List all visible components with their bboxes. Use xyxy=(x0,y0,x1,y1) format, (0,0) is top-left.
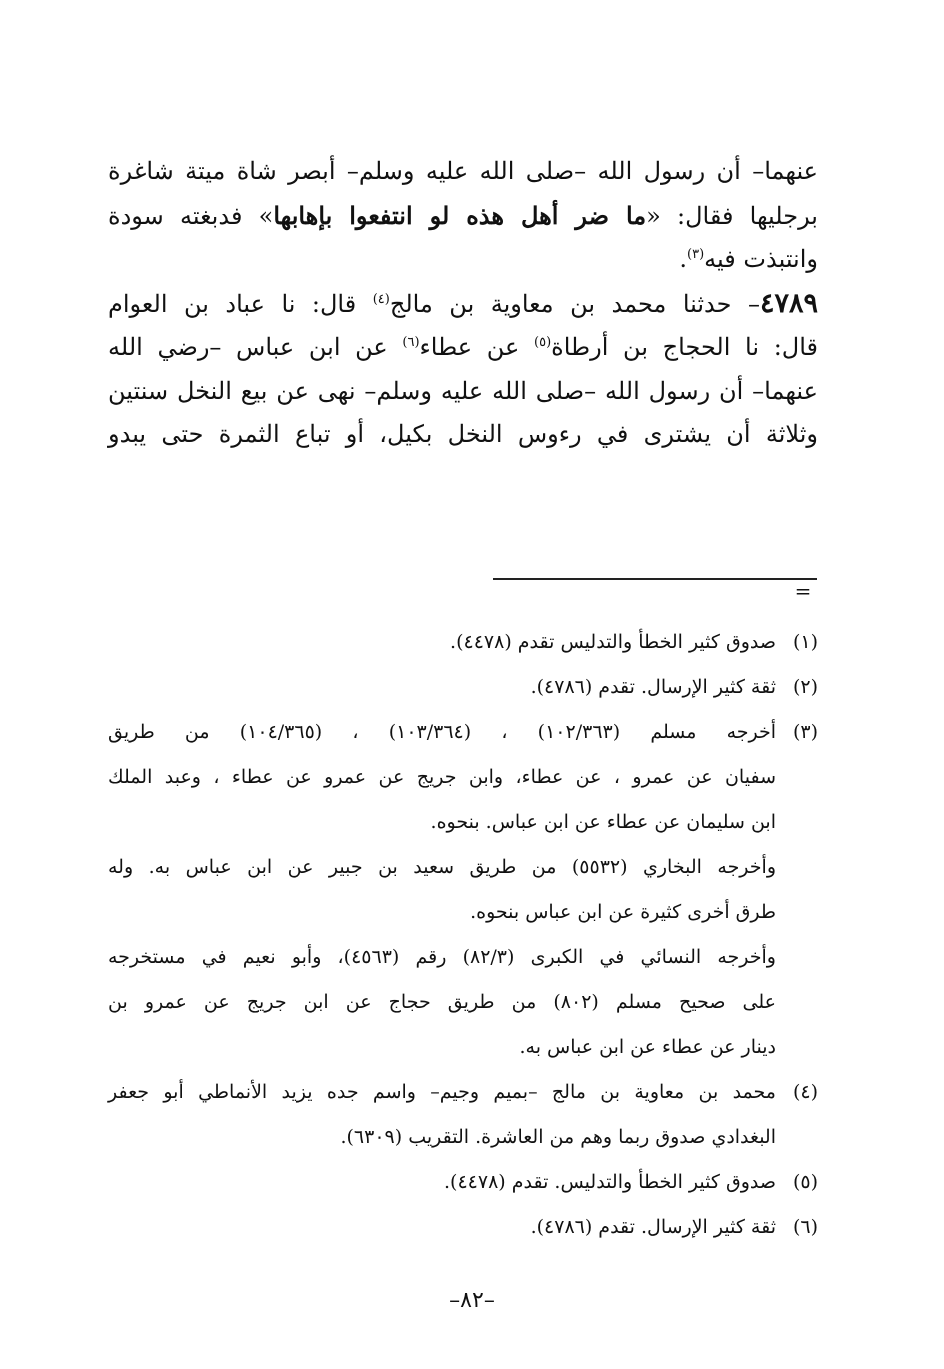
footnote-5 xyxy=(108,1160,818,1205)
footnote-1 xyxy=(108,620,818,665)
footnote-line: على صحيح مسلم (٨٠٢) من طريق حجاج عن ابن جريج عن عمرو بن xyxy=(108,991,776,1013)
footnote-line: محمد بن معاوية بن مالج –بميم وجيم– واسم جده يزيد الأنماطي أبو جعفر xyxy=(108,1081,776,1103)
footnote-ref: (٦) xyxy=(402,335,420,350)
footnote-3-continued xyxy=(108,755,818,1070)
footnote-3 xyxy=(108,710,818,755)
paragraph-end xyxy=(108,238,818,282)
footnotes xyxy=(108,620,818,1250)
footnote-number: (٦) xyxy=(792,1216,818,1238)
text-segment: – حدثنا محمد بن معاوية بن مالج xyxy=(389,289,760,318)
footnote-text: ثقة كثير الإرسال. تقدم (٤٧٨٦). xyxy=(530,1216,776,1238)
footnote-text xyxy=(108,1070,776,1115)
footnote-line: أخرجه مسلم (١٠٢/٣٦٣) ، (١٠٣/٣٦٤) ، (١٠٤/٣٦٥) من طريق xyxy=(108,721,777,743)
text-segment: » فدبغته سودة xyxy=(108,201,274,230)
hadith-paragraph xyxy=(108,282,818,457)
text-segment: وانتبذت فيه xyxy=(704,245,818,273)
text-line: وثلاثة أن يشترى في رءوس النخل بكيل، أو تباع الثمرة حتى يبدو xyxy=(108,420,818,448)
footnote-ref: (٣) xyxy=(687,247,705,262)
footnote-number: (١) xyxy=(792,631,818,653)
text-segment: برجليها فقال: « xyxy=(646,201,818,230)
text-line: عنهما– أن رسول الله –صلى الله عليه وسلم– أبصر شاة ميتة شاغرة xyxy=(108,157,818,185)
continuation-mark: = xyxy=(794,579,812,603)
footnote-line: ابن سليمان عن عطاء عن ابن عباس. بنحوه. xyxy=(430,811,776,833)
footnote-number: (٥) xyxy=(792,1171,818,1193)
text-segment: عن عطاء xyxy=(419,333,535,361)
text-segment: . xyxy=(679,245,688,273)
footnote-2 xyxy=(108,665,818,710)
footnote-6 xyxy=(108,1205,818,1250)
footnote-number: (٣) xyxy=(792,721,818,743)
footnote-line: طرق أخرى كثيرة عن ابن عباس بنحوه. xyxy=(470,901,776,923)
footnote-4 xyxy=(108,1070,818,1115)
hadith-number: ٤٧٨٩ xyxy=(759,287,818,319)
footnote-number: (٢) xyxy=(792,676,818,698)
footnote-number: (٤) xyxy=(792,1081,818,1103)
text-segment: قال: نا عباد بن العوام xyxy=(108,289,373,318)
footnote-separator xyxy=(493,578,817,580)
main-text xyxy=(108,150,818,457)
footnote-line: وأخرجه النسائي في الكبرى (٨٢/٣) رقم (٤٥٦٣)، وأبو نعيم في مستخرجه xyxy=(108,946,776,968)
text-line: عنهما– أن رسول الله –صلى الله عليه وسلم– نهى عن بيع النخل سنتين xyxy=(108,376,818,405)
footnote-line: دينار عن عطاء عن ابن عباس به. xyxy=(519,1036,776,1058)
footnote-text xyxy=(108,710,776,755)
text-segment: قال: نا الحجاج بن أرطاة xyxy=(551,333,819,361)
hadith-quote: ما ضر أهل هذه لو انتفعوا بإهابها xyxy=(273,200,647,230)
footnote-line: سفيان عن عمرو ، عن عطاء، وابن جريج عن عمرو عن عطاء ، وعبد الملك xyxy=(108,766,776,788)
footnote-text: صدوق كثير الخطأ والتدليس تقدم (٤٤٧٨). xyxy=(450,631,776,653)
footnote-text: ثقة كثير الإرسال. تقدم (٤٧٨٦). xyxy=(530,676,776,698)
footnote-line: البغدادي صدوق ربما وهم من العاشرة. التقريب (٦٣٠٩). xyxy=(340,1126,776,1148)
footnote-line: وأخرجه البخاري (٥٥٣٢) من طريق سعيد بن جبير عن ابن عباس به. وله xyxy=(108,856,776,878)
text-segment: عن ابن عباس –رضي الله xyxy=(108,333,403,361)
footnote-text: صدوق كثير الخطأ والتدليس. تقدم (٤٤٧٨). xyxy=(444,1171,776,1193)
footnote-ref: (٤) xyxy=(372,291,390,307)
paragraph-continuation xyxy=(108,150,818,238)
footnote-4-continued xyxy=(108,1115,818,1160)
page-number: –٨٢– xyxy=(449,1288,495,1313)
footnote-ref: (٥) xyxy=(534,335,552,350)
